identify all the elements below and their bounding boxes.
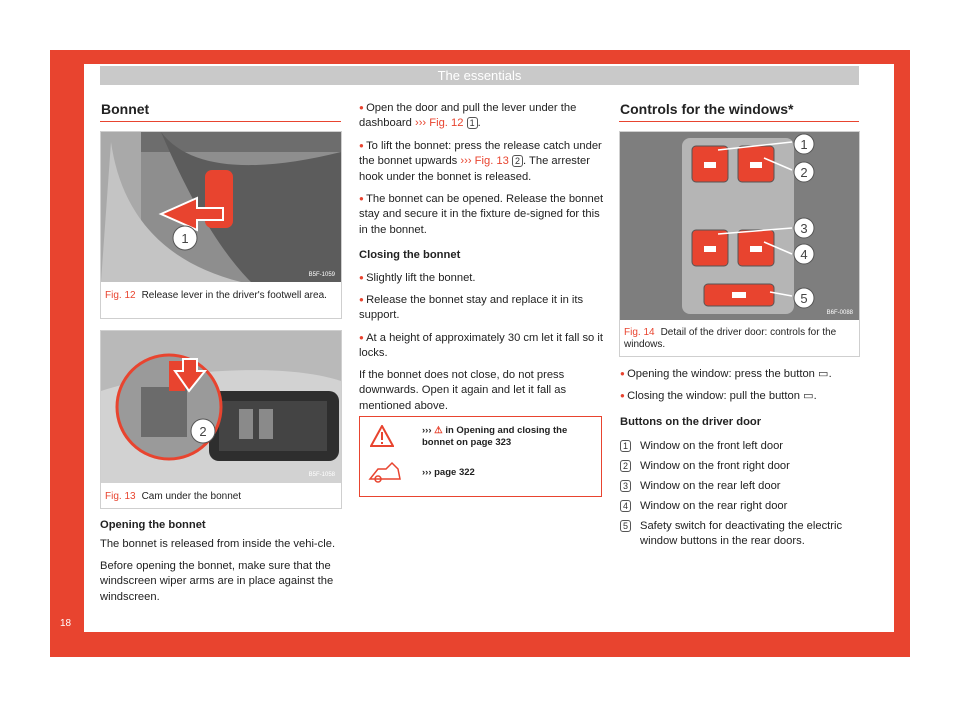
caption-text: Cam under the bonnet — [141, 491, 242, 502]
opening-section — [100, 518, 345, 611]
figure-code: B6F-0088 — [826, 310, 853, 316]
caption-text: Release lever in the driver's footwell area. — [141, 290, 327, 301]
bonnet-cam-illustration — [101, 331, 341, 483]
warning-triangle-icon — [370, 425, 394, 447]
paragraph: Before opening the bonnet, make sure that the windscreen wiper arms are in place against the windscreen. — [100, 559, 334, 603]
window-button-icon: ▭ — [803, 390, 814, 403]
caption-text: Detail of the driver door: controls for the windows. — [624, 327, 837, 350]
number-badge: 2 — [512, 155, 523, 167]
warning-ref-2[interactable]: ››› page 322 — [422, 467, 475, 478]
warning-box — [359, 416, 602, 497]
window-button-icon: ▭ — [818, 368, 829, 380]
figure-number: Fig. 13 — [105, 491, 136, 502]
list-item-label: Window on the rear right door — [640, 500, 788, 512]
number-badge: 5 — [620, 520, 631, 532]
callout-2: 2 — [199, 424, 207, 439]
figure-number: Fig. 12 — [105, 290, 136, 301]
bullet-item: ● Slightly lift the bonnet. — [359, 270, 604, 286]
section-rule — [619, 121, 859, 122]
number-badge: 1 — [467, 117, 478, 129]
figure-code: B5F-1058 — [308, 472, 335, 478]
release-lever-illustration — [101, 132, 341, 282]
warning-small-icon: ⚠ — [434, 425, 443, 436]
closing-heading: Closing the bonnet — [359, 249, 461, 262]
bullet-item: ● Open the door and pull the lever under the dashboard ››› Fig. 12 1 . — [359, 100, 604, 132]
number-badge: 3 — [620, 480, 631, 492]
page-number: 18 — [60, 618, 72, 629]
list-item-label: Window on the front left door — [640, 440, 784, 452]
list-item-label: Window on the front right door — [640, 460, 790, 472]
buttons-heading: Buttons on the driver door — [620, 415, 762, 428]
warning-ref-1[interactable]: ››› ⚠ in Opening and closing the bonnet on page 323 — [422, 425, 568, 448]
bullet-item: ● Opening the window: press the button ▭. — [620, 366, 865, 382]
figure-12-caption — [105, 290, 337, 302]
paragraph: The bonnet is released from inside the vehi-cle. — [100, 538, 336, 551]
figure-12-image — [101, 132, 341, 282]
number-badge: 2 — [620, 460, 631, 472]
callout-1: 1 — [181, 231, 189, 246]
figure-13-caption — [105, 491, 337, 503]
figure-13-image — [101, 331, 341, 483]
bullet-item: ● Release the bonnet stay and replace it in its support. — [359, 292, 604, 324]
figure-14-image — [620, 132, 859, 320]
figure-14 — [619, 131, 860, 357]
bullet-item: ● Closing the window: pull the button ▭. — [620, 388, 865, 404]
figure-14-caption — [624, 327, 855, 351]
callout-2: 2 — [800, 165, 808, 180]
callout-3: 3 — [800, 221, 808, 236]
bullet-item: ● The bonnet can be opened. Release the bonnet stay and secure it in the fixture de-signed for this in the bonnet. — [359, 191, 604, 238]
middle-text — [359, 100, 604, 420]
number-badge: 1 — [620, 440, 631, 452]
section-title-bonnet: Bonnet — [101, 101, 150, 117]
figure-number: Fig. 14 — [624, 327, 655, 338]
figure-12 — [100, 131, 342, 319]
window-operation — [620, 366, 865, 436]
section-title-windows: Controls for the windows* — [620, 101, 794, 117]
callout-5: 5 — [800, 291, 808, 306]
figure-link[interactable]: ››› Fig. 13 — [460, 155, 509, 168]
opening-heading: Opening the bonnet — [100, 519, 206, 531]
window-controls-illustration — [620, 132, 859, 320]
figure-13 — [100, 330, 342, 509]
list-item-label: Safety switch for deactivating the electric window buttons in the rear doors. — [640, 520, 843, 547]
paragraph: If the bonnet does not close, do not press downwards. Open it again and let it fall as mentioned above. — [359, 368, 567, 412]
callout-4: 4 — [800, 247, 808, 262]
bullet-item: ● To lift the bonnet: press the release catch under the bonnet upwards ››› Fig. 13 2 . The arrester hook under the bonnet is released. — [359, 138, 604, 185]
list-item-label: Window on the rear left door — [640, 480, 781, 492]
number-badge: 4 — [620, 500, 631, 512]
callout-1: 1 — [800, 137, 808, 152]
car-care-icon — [368, 461, 402, 483]
section-rule — [100, 121, 341, 122]
bullet-item: ● At a height of approximately 30 cm let it fall so it locks. — [359, 330, 604, 362]
figure-link[interactable]: ››› Fig. 12 — [414, 117, 464, 130]
figure-code: B5F-1059 — [308, 272, 335, 278]
page-header: The essentials — [100, 66, 859, 85]
